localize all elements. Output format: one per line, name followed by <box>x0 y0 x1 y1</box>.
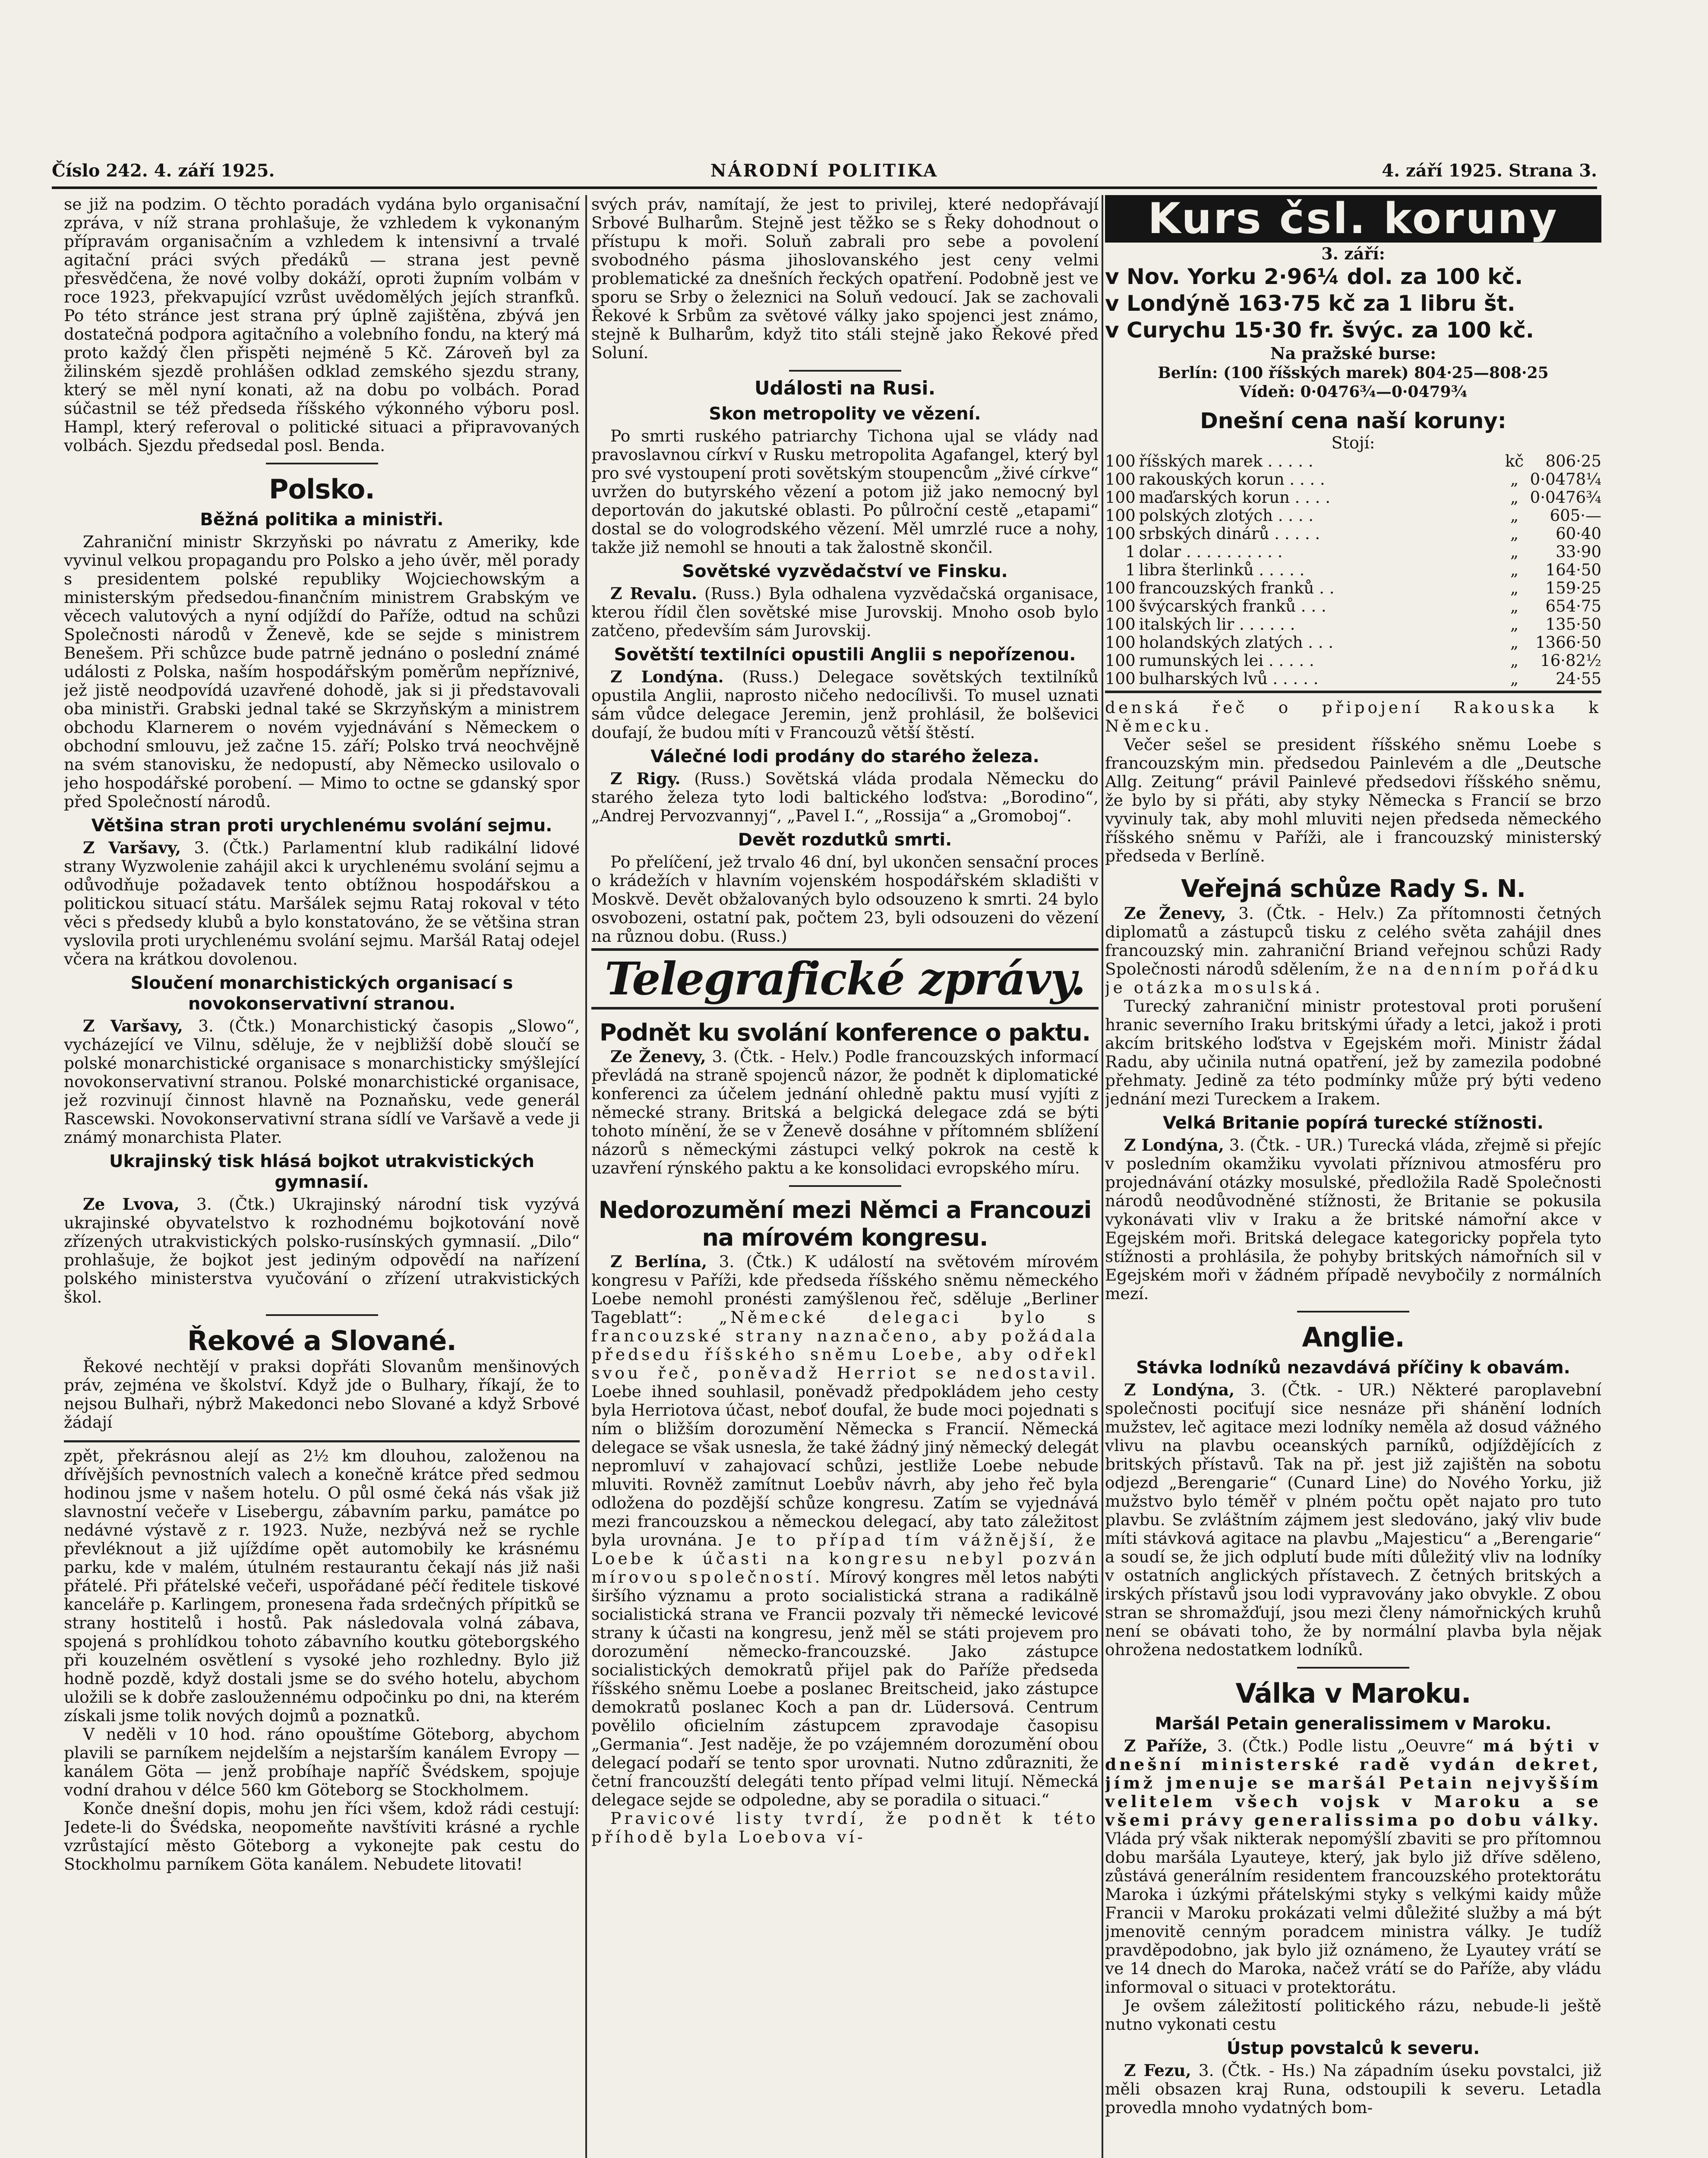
rate-value: 16·82½ <box>1540 651 1601 670</box>
rates-rule <box>1105 691 1601 693</box>
feuilleton-paragraph: V neděli v 10 hod. ráno opouštíme Göteborg, abychom plavili se parníkem nejdelším a nejstarším kanálem Evropy — kanálem Göta — jenž probíhaje napříč Švédskem, spojuje vodní drahou v délce 560 km Göteborg se Stockholmem. <box>64 1725 580 1799</box>
rate-unit: maďarských korun . . . . <box>1139 488 1330 507</box>
rate-currency: „ <box>1510 470 1519 489</box>
rate-unit: švýcarských franků . . . <box>1139 597 1326 615</box>
rate-unit: rumunských lei . . . . . <box>1139 651 1314 670</box>
rate-amount: 100 <box>1105 651 1136 670</box>
rate-currency: „ <box>1510 669 1519 688</box>
section-rule <box>266 463 378 464</box>
article-paragraph <box>591 1809 1099 1846</box>
subheading-ukrajinsky-tisk: Ukrajinský tisk hlásá bojkot utrakvistických gymnasií. <box>109 1152 534 1192</box>
header-masthead: NÁRODNÍ POLITIKA <box>710 161 938 181</box>
header-issue: Číslo 242. 4. září 1925. <box>52 161 275 181</box>
feuilleton-paragraph: Konče dnešní dopis, mohu jen říci všem, kdož rádi cestují: Jedete-li do Švédska, neopomeňte navštíviti krásné a rychle vzrůstající město Göteborg a vykonejte pak cestu do Stockholmu parníkem Göta kanálem. Nebudete litovati! <box>64 1799 580 1874</box>
kurs-curych: v Curychu 15·30 fr. švýc. za 100 kč. <box>1105 318 1534 343</box>
article-paragraph <box>64 1017 580 1147</box>
article-text-spaced: má býti v dnešní ministerské radě vydán dekret, jímž jmenuje se maršál Petain nejvyšším velitelem všech vojsk v Maroku a se všemi právy generalissima po dobu války. <box>1105 1736 1601 1830</box>
rate-value: 806·25 <box>1545 452 1601 470</box>
section-title-podnet: Podnět ku svolání konference o paktu. <box>599 1019 1091 1046</box>
subheading-skon-metropolity: Skon metropolity ve vězení. <box>709 404 981 424</box>
article-text: (Russ.) Delegace sovětských textilníků opustila Anglii, naprosto ničeho nedocílivši. To musel uznati sám vůdce delegace Jeremin, jenž prohlásil, že bolševici doufají, že budou míti v Francouzů větší štěstí. <box>591 667 1099 742</box>
subheading-slouceni: Sloučení monarchistických organisací s novokonservativní stranou. <box>130 973 513 1014</box>
article-text: 3. (Čtk. - Helv.) Podle francouzských informací převládá na straně spojenců názor, že podnět k diplomatické konferenci za účelem jednání ohledně paktu musí vyjíti z německé strany. Britská a belgická delegace zdá se býti tohoto mínění, že se v Ženevě dosáhne v přítomném sblížení názorů s německými zástupci velký pokrok na cestě k uzavření rýnského paktu a ke konsolidaci evropského míru. <box>591 1047 1099 1177</box>
rate-value: 605·— <box>1550 506 1601 525</box>
kurs-viden: Vídeň: 0·0476¾—0·0479¾ <box>1239 383 1468 401</box>
article-text: Mírový kongres měl letos nabýti širšího významu a proto socialistická strana a radikálně socialistická strana ve Francii pozvaly tři německé levicové strany k účasti na kongresu, jenž měl se státi projevem pro dorozumění německo-francouzské. Jako zástupce socialistických demokratů přijel pak do Paříže předseda říšského sněmu Loebe a poslanec Breitscheid, jako zástupce demokratů poslanec Koch a pan dr. Lüdersová. Centrum povělilo oficielním zástupcem zpravodaje časopisu „Germania“. Jest naděje, že po vzájemném dorozumění obou delegací podaří se tento spor urovnati. Nutno zdůrazniti, že četní francouzští delegáti tento případ velmi litují. Německá delegace sejde se odpoledne, aby se poradila o situaci.“ <box>591 1568 1099 1809</box>
rate-amount: 100 <box>1105 633 1136 652</box>
subheading-vetsina-stran: Většina stran proti urychlenému svolání sejmu. <box>91 816 552 836</box>
rate-value: 33·90 <box>1556 543 1601 561</box>
rate-unit: bulharských lvů . . . . . <box>1139 669 1319 688</box>
column-2 <box>591 195 1099 2158</box>
rate-currency: „ <box>1510 615 1519 634</box>
rate-currency: „ <box>1510 506 1519 525</box>
subheading-valecne-lodi: Válečné lodi prodány do starého železa. <box>650 747 1039 767</box>
article-paragraph <box>1105 1381 1601 1659</box>
dateline: Z Revalu. <box>610 584 698 603</box>
rate-row <box>1105 579 1601 597</box>
article-text: (Russ.) Byla odhalena vyzvědačská organisace, kterou řídil člen sovětské mise Jurovskij. Mnoho osob bylo zatčeno, především sám Jurovskij. <box>591 584 1099 640</box>
feuilleton-rule <box>64 1440 580 1442</box>
rate-amount: 1 <box>1125 543 1136 561</box>
rate-unit: libra šterlinků . . . . . <box>1139 561 1305 579</box>
rate-unit: rakouských korun . . . . <box>1139 470 1325 489</box>
column-divider-1 <box>585 195 587 2158</box>
article-text: 3. (Čtk.) Ukrajinský národní tisk vyzývá ukrajinské obyvatelstvo k rozhodnému bojkotování nově zřízených utrakvistických polsko-rusínských gymnasií. „Dilo“ prohlašuje, že bojkot jest jediným odpovědí na nařízení polského ministerstva vyučování o zřízení utrakvistických škol. <box>64 1195 580 1306</box>
intro-paragraph: se již na podzim. O těchto poradách vydána bylo organisační zpráva, v níž strana prohlašuje, že vzhledem k vykonaným přípravám organisačním a vzhledem k intensivní a trvalé agitační práci svých předáků — strana jest pevně přesvědčena, že nové volby dokáží, oproti župním volbám v roce 1923, překvapující vzrůst uvědomělých jejích stranfků. Po této stránce jest strana prý úplně zajištěna, zbývá jen dostatečná podpora agitačního a volebního fondu, na který má proto každý člen přispěti nejméně 5 Kč. Zároveň byl za žilinském sjezdě prohlášen odklad zemského sjezdu strany, který se měl nyní konati, až na dobu po volbách. Porad súčastnil se též předseda říšského výkonného výboru posl. Hampl, který referoval o politické situaci a připravovaných volbách. Sjezdu předsedal posl. Benda. <box>64 195 580 455</box>
rate-value: 164·50 <box>1545 561 1601 579</box>
page-header <box>52 161 1597 186</box>
rate-currency: „ <box>1510 488 1519 507</box>
article-paragraph <box>591 770 1099 825</box>
subheading-bezna-politika: Běžná politika a ministři. <box>200 510 444 530</box>
article-text: 3. (Čtk. - Helv.) Za přítomnosti četných diplomatů a zástupců tisku z celého světa zahájil dnes francouzský min. zahraniční Briand veřejnou schůzi Rady Společnosti národů sdělením, <box>1105 904 1601 978</box>
article-text-spaced: Pravicové listy tvrdí, že podnět k této příhodě byla Loebova ví- <box>591 1809 1099 1846</box>
article-paragraph <box>591 1253 1099 1809</box>
article-paragraph: Večer sešel se president říšského sněmu Loebe s francouzským min. předsedou Painlevém a dle „Deutsche Allg. Zeitung“ právil Painlevé předsedovi říšského sněmu, že bylo by si přáti, aby styky Německa s Francií se brzo vyvinuly tak, aby mohl mluviti nejen předseda německého říšského sněmu v Paříži, ale i francouzský ministerský předseda v Berlíně. <box>1105 735 1601 865</box>
article-paragraph: Turecký zahraniční ministr protestoval proti porušení hranic severního Iraku britskými úřady a letci, jakož i proti akcím britského loďstva v Egejském moři. Ministr žádal Radu, aby učinila nutná opatření, jež by zamezila podobné přehmaty. Jedině za této podmínky může prý býti vedeno jednání mezi Tureckem a Irakem. <box>1105 997 1601 1108</box>
rate-row <box>1105 507 1601 525</box>
dnesni-cena-title: Dnešní cena naší koruny: <box>1200 408 1506 433</box>
rate-row <box>1105 670 1601 688</box>
dateline: Z Londýna, <box>1124 1136 1224 1155</box>
article-paragraph <box>1105 904 1601 997</box>
rate-unit: dolar . . . . . . . . . . <box>1139 543 1283 561</box>
dateline: Z Berlína, <box>610 1252 707 1271</box>
rate-currency: „ <box>1510 633 1519 652</box>
dateline: Ze Ženevy, <box>1124 904 1226 923</box>
article-paragraph <box>1105 2061 1601 2117</box>
article-text: 3. (Čtk.) Podle listu „Oeuvre“ <box>1207 1736 1483 1755</box>
rate-unit: říšských marek . . . . . <box>1139 452 1313 470</box>
article-text: 3. (Čtk. - Hs.) Na západním úseku povstalci, již měli obsazen kraj Runa, odstoupili k severu. Letadla provedla mnoho vydatných bom- <box>1105 2061 1601 2117</box>
stoji-label: Stojí: <box>1331 433 1375 452</box>
rate-currency: „ <box>1510 561 1519 579</box>
article-paragraph <box>591 584 1099 640</box>
kurs-prazska-bursa: Na pražské burse: <box>1270 344 1436 363</box>
dateline: Z Varšavy, <box>83 1016 183 1035</box>
section-title-rada-sn: Veřejná schůze Rady S. N. <box>1181 875 1525 903</box>
rate-value: 0·0476¾ <box>1530 488 1601 507</box>
feuilleton-paragraph: zpět, překrásnou alejí as 2½ km dlouhou, založenou na dřívějších pevnostních valech a konečně krátce před sedmou hodinou jsme v našem hotelu. O půl osmé čeká nás však již slavnostní večeře v Lisebergu, zábavním parku, památce po nedávné výstavě z r. 1923. Nuže, nezbývá než se rychle převléknout a již ujíždíme opět automobily ke krásnému parku, kde v malém, útulném restaurantu čekají nás již naši přátelé. Při přátelské večeři, uspořádané péčí ředitele tiskové kanceláře p. Karlingem, pronesena řada srdečných přípitků se strany hostitelů i hostů. Pak následovala volná zábava, spojená s prohlídkou tohoto zábavního koutku göteborgského při kouzelném osvětlení s vysoké jeho rozhledny. Bylo již hodně pozdě, když dostali jsme se do svého hotelu, abychom uložili se k dobře zasloužennému odpočinku po dni, na kterém získali jsme tolik nových dojmů a poznatků. <box>64 1446 580 1725</box>
rate-unit: italských lir . . . . . . <box>1139 615 1295 634</box>
rate-amount: 100 <box>1105 452 1136 470</box>
dateline: Z Londýna. <box>610 667 724 686</box>
dateline: Z Rigy. <box>610 769 681 788</box>
section-rule <box>1297 1667 1409 1669</box>
telegraficke-zpravy-banner: Telegrafické zprávy. <box>591 948 1099 1010</box>
article-paragraph: Po přelíčení, jež trvalo 46 dní, byl ukončen sensační proces o krádežích v hlavním vojenském hospodářském skladišti v Moskvě. Devět obžalovaných bylo odsouzeno k smrti. 24 bylo osvobozeni, ostatní pak, počtem 23, byli odsouzeni do vězení na různou dobu. (Russ.) <box>591 852 1099 946</box>
rate-unit: srbských dinárů . . . . . <box>1139 524 1320 543</box>
rate-currency: „ <box>1510 524 1519 543</box>
section-rule <box>789 1185 901 1187</box>
column-3 <box>1105 195 1601 2158</box>
article-text-spaced: „Německé delegaci bylo s francouzské strany naznačeno, aby požádala předsedu říšského sněmu Loebe, aby odřekl svou řeč, poněvadž Herriot se nedostavil. <box>591 1308 1099 1382</box>
article-paragraph: Po smrti ruského patriarchy Tichona ujal se vlády nad pravoslavnou církví v Rusku metropolita Agafangel, který byl pro své vystoupení proti sovětským stoupencům „živé církve“ uvržen do butyrského vězení a potom již jako nemocný byl deportován do jakutské oblasti. Po půlroční cestě „etapami“ dostal se do vologrodského vězení. Měl umrzlé ruce a nohy, takže již nemohl se hnouti a tak žalostně skončil. <box>591 426 1099 557</box>
rate-amount: 100 <box>1105 615 1136 634</box>
rate-currency: „ <box>1510 651 1519 670</box>
rate-currency: „ <box>1510 597 1519 615</box>
article-paragraph: Řekové nechtějí v praksi dopřáti Slovanům menšinových práv, zejména ve školství. Když jde o Bulhary, říkají, že to nejsou Bulhaři, nýbrž Makedonci nebo Slované a když Srbové žádají <box>64 1357 580 1432</box>
rate-amount: 100 <box>1105 669 1136 688</box>
subheading-finsko: Sovětské vyzvědačství ve Finsku. <box>682 562 1008 581</box>
rate-amount: 1 <box>1125 561 1136 579</box>
article-text: 3. (Čtk. - UR.) Některé paroplavební společnosti pociťují sice nesnáze při shánění lodních mužstev, leč agitace mezi lodníky neměla až dosud vážného vlivu na plavbu oceanských parníků, odjíždějících z britských přístavů. Tak na př. jest již zajištěn na sobotu odjezd „Berengarie“ (Cunard Line) do Nového Yorku, již mužstvo bylo téměř v plném počtu opět najato pro tuto plavbu. Se zvláštním zájmem jest sledováno, jaký vliv bude míti stávková agitace na plavbu „Majesticu“ a „Berengarie“ a soudí se, že jich odplutí bude míti důležitý vliv na lodníky v ostatních anglických přístavech. Z četných britských a irských přístavů jsou lodi vypravovány jako obvykle. Z obou stran se shromažďují, jsou mezi členy námořnických kruhů není se obávati toho, že by normální plavba byla nějak ohrožena nedostatkem lodníků. <box>1105 1380 1601 1659</box>
rate-value: 60·40 <box>1556 524 1601 543</box>
rate-row <box>1105 652 1601 670</box>
column-1 <box>64 195 580 2158</box>
article-text: 3. (Čtk.) K událostí na světovém mírovém kongresu v Paříži, kde předseda říšského sněmu německého Loebe nemohl pronésti zamýšlenou řeč, sděluje „Berliner Tageblatt“: <box>591 1252 1099 1327</box>
kurs-berlin: Berlín: (100 říšských marek) 804·25—808·25 <box>1158 364 1549 382</box>
section-rule <box>1297 1311 1409 1312</box>
article-text: 3. (Čtk.) Monarchistický časopis „Slowo“, vycházející ve Vilnu, sděluje, že v nejbližší době sloučí se polské monarchistické organisace s monarchisticky smýšlející novokonservativní stranou. Polské monarchistické organisace, jež rozvinují činnost hlavně na Poznaňsku, vede generál Rascewski. Novokonservativní strana sídlí ve Varšavě a vede ji známý monarchista Plater. <box>64 1016 580 1147</box>
article-paragraph <box>591 668 1099 742</box>
rate-row <box>1105 452 1601 470</box>
kurs-new-york: v Nov. Yorku 2·96¼ dol. za 100 kč. <box>1105 264 1523 289</box>
rate-row <box>1105 470 1601 489</box>
dateline: Z Varšavy, <box>83 838 181 857</box>
header-date-page: 4. září 1925. Strana 3. <box>1382 161 1597 181</box>
section-title-polsko: Polsko. <box>269 473 375 505</box>
subheading-devet-rozsudku: Devět rozdutků smrti. <box>738 830 952 850</box>
kurs-london: v Londýně 163·75 kč za 1 libru št. <box>1105 291 1515 316</box>
section-title-rekove: Řekové a Slované. <box>187 1325 456 1357</box>
rate-row <box>1105 561 1601 579</box>
rate-row <box>1105 597 1601 615</box>
article-paragraph <box>1105 1136 1601 1303</box>
rate-unit: polských zlotých . . . . <box>1139 506 1314 525</box>
article-text: Vláda prý však nikterak nepomýšlí zbaviti se pro přítomnou dobu maršála Lyauteye, který, jak bylo již dříve sděleno, zůstává generálním residentem francouzského protektorátu Maroka i úzkými přátelskými styky s velkými kaidy může Francii v Maroku prokázati velmi důležité služby a má být jmenovitě cenným poradcem ministra války. Je tudíž pravděpodobno, jak bylo již oznámeno, že Lyautey vrátí se ve 14 dnech do Maroka, načež vrátí se do Paříže, aby vládu informoval o situaci v protektorátu. <box>1105 1829 1601 1997</box>
article-paragraph: denská řeč o připojení Rakouska k Německu. <box>1105 698 1601 735</box>
section-rule <box>266 1314 378 1316</box>
rate-row <box>1105 634 1601 652</box>
section-title-maroko: Válka v Maroku. <box>1235 1678 1471 1709</box>
section-title-rusi: Události na Rusi. <box>754 377 936 399</box>
subheading-ustup-povstalcu: Ústup povstalců k severu. <box>1226 2038 1480 2058</box>
article-text: Loebe ihned souhlasil, poněvadž předpokládem jeho cesty byla Herriotova účast, neboť doufal, že bude moci pojednati s ním o bližším dorozumění Německa s Francií. Německá delegace se však usnesla, že také žádný jiný německý delegát nepromluví v zahajovací schůzi, jestliže Loebe nebude mluviti. Rovněž zamítnut Loebův návrh, aby jeho řeč byla odložena do pozdější schůze kongresu. Zatím se vyjednává mezi francouzskou a německou delegací, aby tato záležitost byla urovnána. <box>591 1382 1099 1549</box>
rate-unit: holandských zlatých . . . <box>1139 633 1334 652</box>
rate-value: 159·25 <box>1545 579 1601 597</box>
column-divider-2 <box>1102 195 1103 2158</box>
rate-row <box>1105 489 1601 507</box>
rate-amount: 100 <box>1105 597 1136 615</box>
dateline: Ze Ženevy, <box>610 1047 706 1066</box>
rate-row <box>1105 615 1601 634</box>
rate-row <box>1105 543 1601 561</box>
article-text: 3. (Čtk. - UR.) Turecká vláda, zřejmě si přejíc v posledním okamžiku vyvolati příznivou atmosféru pro projednávání otázky mosulské, předložila Radě Společnosti národů neodůvodněné stížnosti, že Britanie se pokusila vykonávati vliv v Iraku a že britské námořní akce v Egejském moři. Britská delegace kategoricky popřela tyto stížnosti a prohlásila, že pohyby britských námořních sil v Egejském moři v žádném případě nevybočily z normálních mezí. <box>1105 1136 1601 1303</box>
article-paragraph <box>64 1195 580 1306</box>
dateline: Z Fezu, <box>1124 2061 1191 2080</box>
rate-amount: 100 <box>1105 506 1136 525</box>
article-paragraph <box>64 839 580 969</box>
article-paragraph: Zahraniční ministr Skrzyňski po návratu z Ameriky, kde vyvinul velkou propagandu pro Polsko a jeho úvěr, měl porady s presidentem polské republiky Wojciechowským a ministerským předsedou-finančním ministrem Grabským ve věcech valutových a nyní odjíždí do Paříže, odtud na schůzi Společnosti národů v Ženevě, kde se sejde s ministrem Benešem. Při schůzce bude patrně jednáno o poslední známé události z Polska, naším hospodářským poměrům nepříznivé, jež jistě neodpovídá uzavřené dohodě, jak si ji představovali oba ministři. Grabski jednal také se Skrzyňským a ministrem obchodu Klarnerem o novém vyjednávání s Německem o obchodní smlouvu, jež začne 15. září; Polsko trvá neochvějně na svém stanovisku, že nedopustí, aby Německo usilovalo o jeho hospodářské porobení. — Mimo to octne se gdanský spor před Společností národů. <box>64 532 580 811</box>
section-rule <box>789 370 901 372</box>
subheading-marsal-petain: Maršál Petain generalissimem v Maroku. <box>1155 1714 1552 1734</box>
rate-amount: 100 <box>1105 470 1136 489</box>
article-paragraph: Je ovšem záležitostí politického rázu, nebude-li ještě nutno vykonati cestu <box>1105 1996 1601 2034</box>
rates-table <box>1105 452 1601 688</box>
rate-currency: kč <box>1505 452 1524 470</box>
section-title-anglie: Anglie. <box>1302 1322 1405 1353</box>
rate-amount: 100 <box>1105 524 1136 543</box>
header-rule <box>52 186 1597 189</box>
rate-value: 135·50 <box>1545 615 1601 634</box>
article-paragraph <box>591 1047 1099 1177</box>
dateline: Z Londýna, <box>1124 1380 1235 1399</box>
dateline: Ze Lvova, <box>83 1195 180 1214</box>
dateline: Z Paříže, <box>1124 1736 1208 1755</box>
rate-value: 24·55 <box>1556 669 1601 688</box>
rate-value: 654·75 <box>1545 597 1601 615</box>
article-paragraph <box>1105 1737 1601 1997</box>
rate-currency: „ <box>1510 579 1519 597</box>
rate-currency: „ <box>1510 543 1519 561</box>
rate-row <box>1105 525 1601 543</box>
article-paragraph: svých práv, namítají, že jest to privilej, které nedopřávají Srbové Bulharům. Stejně jest těžko se s Řeky dohodnout o přístupu k moři. Soluň zabrali pro sebe a povolení svobodného pásma jihoslovanského jest ceny velmi problematické za dnešních řeckých opatření. Podobně jest ve sporu se Srby o železnici na Soluň vedoucí. Jak se zachovali Řekové k Srbům za světové války jako spojenci jest známo, stejně k Bulharům, když tito stáli stejně jako Řekové před Soluní. <box>591 195 1099 362</box>
article-text: (Russ.) Sovětská vláda prodala Německu do starého železa tyto lodi baltického loďstva: „Borodino“, „Andrej Pervozvannyj“, „Pavel I.“, „Rossija“ a „Gromoboj“. <box>591 769 1099 825</box>
subheading-velka-britanie: Velká Britanie popírá turecké stížnosti. <box>1163 1113 1544 1133</box>
article-text-spaced: že na denním pořádku je otázka mosulská. <box>1105 959 1601 997</box>
rate-value: 1366·50 <box>1535 633 1601 652</box>
rate-unit: francouzských franků . . <box>1139 579 1335 597</box>
rate-amount: 100 <box>1105 488 1136 507</box>
rate-amount: 100 <box>1105 579 1136 597</box>
kurs-koruny-title: Kurs čsl. koruny <box>1105 195 1601 243</box>
article-text-spaced: Je to případ tím vážnější, že Loebe k účasti na kongresu nebyl pozván mírovou společností. <box>591 1530 1099 1587</box>
subheading-stavka-lodniku: Stávka lodníků nezavdává příčiny k obavám. <box>1136 1358 1570 1378</box>
section-title-nedorozumeni: Nedorozumění mezi Němci a Francouzi na mírovém kongresu. <box>598 1196 1092 1251</box>
rate-value: 0·0478¼ <box>1530 470 1601 489</box>
subheading-textilnici: Sovětští textilníci opustili Anglii s nepořízenou. <box>614 645 1076 665</box>
kurs-date: 3. září: <box>1321 244 1385 263</box>
article-text: 3. (Čtk.) Parlamentní klub radikální lidové strany Wyzwolenie zahájil akci k urychlenému svolání sejmu a odůvodňuje požadavek tento obtížnou hospodářskou a politickou situací státu. Maršálek sejmu Rataj rokoval v této věci s předsedy klubů a bylo konstatováno, že se většina stran vyslovila proti urychlenému svolání sejmu. Maršál Rataj odejel včera na krátkou dovolenou. <box>64 838 580 969</box>
